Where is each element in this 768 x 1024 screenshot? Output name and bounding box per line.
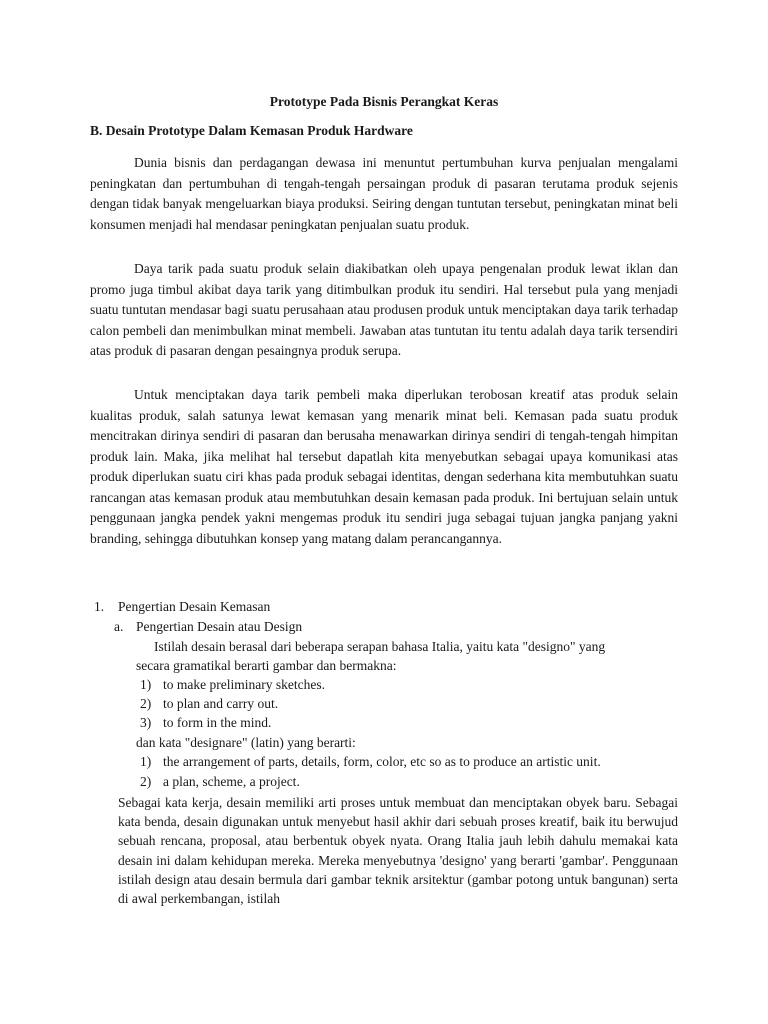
closing-paragraph: Sebagai kata kerja, desain memiliki arti proses untuk membuat dan menciptakan obyek baru. Sebagai kata benda, desain digunakan untuk menyebut hasil akhir dari sebuah proses kreatif, baik itu berwujud sebuah rencana, proposal, atau berbentuk obyek nyata. Orang Italia jauh lebih dahulu memakai kata desain ini dalam kehidupan mereka. Mereka menyebutnya 'designo' yang berarti 'gambar'. Penggunaan istilah design atau desain bermula dari gambar teknik arsitektur (gambar potong untuk bangunan) serta di awal perkembangan, istilah xyxy=(118,795,678,907)
meaning-number: 1) xyxy=(140,677,152,692)
designare-intro: dan kata "designare" (latin) yang berarti: xyxy=(136,735,356,750)
sublist-item-label: Pengertian Desain atau Design xyxy=(136,619,303,634)
paragraph-3: Untuk menciptakan daya tarik pembeli maka diperlukan terobosan kreatif atas produk selain kualitas produk, salah satunya lewat kemasan yang menarik minat beli. Kemasan pada suatu produk mencitrakan dirinya sendiri di pasaran dan berusaha menawarkan dirinya sendiri di tengah-tengah himpitan produk lain. Maka, jika melihat hal tersebut dapatlah kita menyebutkan sebagai upaya komunikasi atas produk diperlukan suatu ciri khas pada produk sebagai identitas, dengan sederhana kita membutuhkan suatu rancangan atas kemasan produk atau membutuhkan desain kemasan pada produk. Ini bertujuan selain untuk penggunaan jangka pendek yakni mengemas produk itu sendiri juga sebagai tujuan jangka panjang yakni branding, sehingga dibutuhkan konsep yang matang dalam perancangannya. xyxy=(90,387,678,546)
paragraph-2: Daya tarik pada suatu produk selain diakibatkan oleh upaya pengenalan produk lewat iklan dan promo juga timbul akibat daya tarik yang ditimbulkan produk itu sendiri. Hal tersebut pula yang menjadi suatu tuntutan mendasar bagi suatu perusahaan atau produsen produk untuk menciptakan daya tarik terhadap calon pembeli dan menimbulkan minat membeli. Jawaban atas tuntutan itu tentu adalah daya tarik tersendiri atas produk di pasaran dengan pesaingnya produk serupa. xyxy=(90,261,678,358)
list-item-label: Pengertian Desain Kemasan xyxy=(118,599,271,614)
section-heading: B. Desain Prototype Dalam Kemasan Produk Hardware xyxy=(90,123,413,138)
meaning-number: 3) xyxy=(140,715,152,730)
meaning-number: 2) xyxy=(140,696,152,711)
meaning-text: the arrangement of parts, details, form, color, etc so as to produce an artistic unit. xyxy=(163,754,601,769)
meaning-text: to form in the mind. xyxy=(163,715,272,730)
document-title: Prototype Pada Bisnis Perangkat Keras xyxy=(269,94,499,109)
list-number: 1. xyxy=(94,599,105,614)
paragraph-1: Dunia bisnis dan perdagangan dewasa ini menuntut pertumbuhan kurva penjualan mengalami peningkatan dan pertumbuhan di tengah-tengah persaingan produk di pasaran terutama produk sejenis dengan tidak banyak mengeluarkan biaya produksi. Seiring dengan tuntutan tersebut, peningkatan minat beli konsumen menjadi hal mendasar peningkatan penjualan suatu produk. xyxy=(90,155,678,232)
meaning-text: a plan, scheme, a project. xyxy=(163,774,300,789)
intro-line: Istilah desain berasal dari beberapa serapan bahasa Italia, yaitu kata "designo" yang xyxy=(154,639,606,654)
meaning-text: to make preliminary sketches. xyxy=(163,677,325,692)
meaning-number: 1) xyxy=(140,754,152,769)
meaning-number: 2) xyxy=(140,774,152,789)
list-letter: a. xyxy=(114,619,124,634)
meaning-text: to plan and carry out. xyxy=(163,696,279,711)
intro-line: secara gramatikal berarti gambar dan bermakna: xyxy=(136,658,397,673)
